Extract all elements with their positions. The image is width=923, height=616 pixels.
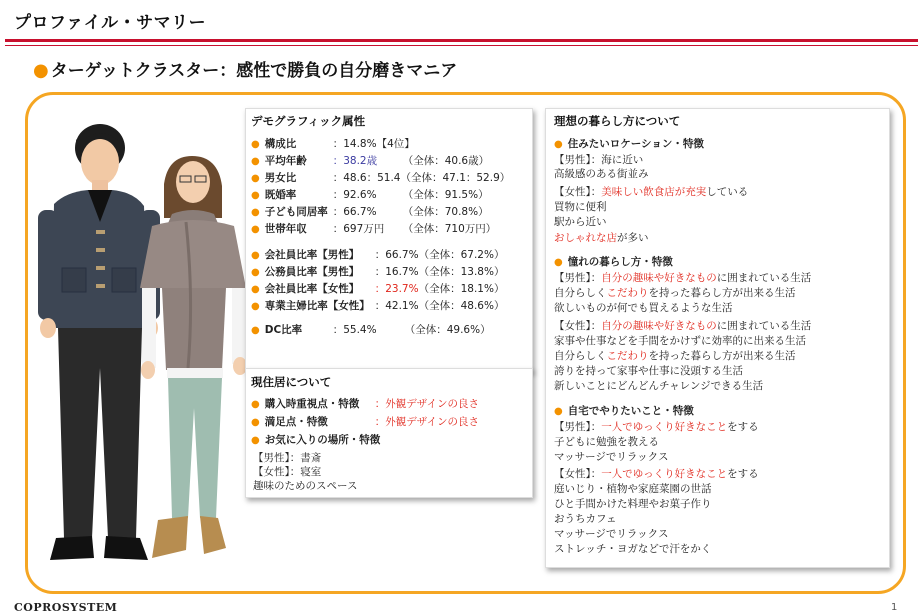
gender-prefix: 【男性】：: [554, 421, 602, 433]
residence-row: [251, 433, 380, 448]
demographic-label: 会社員比率【女性】: [264, 283, 360, 295]
demographic-row: [251, 299, 504, 314]
demographic-label: 専業主婦比率【女性】: [264, 300, 370, 312]
highlight-text: 美味しい飲食店が充実: [601, 186, 707, 198]
man-figure: [38, 124, 160, 560]
demographic-label: 男女比: [264, 172, 297, 184]
bullet-icon: ●: [251, 301, 260, 312]
lifestyle-label: 憧れの暮らし方・特徴: [567, 256, 673, 268]
demographic-row: [251, 265, 504, 280]
lifestyle-line: 欲しいものが何でも買えるような生活: [554, 302, 733, 314]
demographic-row: [251, 188, 489, 203]
location-subheading: [554, 136, 704, 151]
residence-value: ：外観デザインの良さ: [374, 416, 479, 428]
residence-label: 満足点・特徴: [264, 416, 328, 428]
demographic-label: 会社員比率【男性】: [264, 249, 360, 261]
home-subheading: [554, 403, 694, 418]
lifestyle-line: [554, 319, 811, 333]
home-line: 庭いじり・植物や家庭菜園の世話: [554, 483, 712, 495]
lifestyle-line: 新しいことにどんどんチャレンジできる生活: [554, 380, 764, 392]
home-line: [554, 420, 759, 434]
line-text: に囲まれている生活: [716, 320, 812, 332]
header-rule: [5, 39, 918, 42]
demographic-value: ：14.8%【4位】: [332, 138, 415, 150]
lifestyle-line: 誇りを持って家事や仕事に没頭する生活: [554, 365, 743, 377]
lifestyle-subheading: [554, 254, 673, 269]
ideal-heading: 理想の暮らし方について: [554, 114, 681, 128]
highlight-text: おしゃれな店: [554, 232, 617, 244]
line-text: をする: [727, 468, 759, 480]
ideal-lifestyle-panel: [545, 108, 890, 568]
demographics-heading: デモグラフィック属性: [251, 114, 366, 128]
line-text: している: [706, 186, 749, 198]
lifestyle-line: [554, 349, 796, 363]
bullet-icon: ●: [251, 267, 260, 278]
home-line: マッサージでリラックス: [554, 528, 669, 540]
demographic-value: ：16.7%（全体：13.8%）: [374, 266, 505, 278]
residence-row: [251, 397, 479, 412]
demographic-row: [251, 171, 510, 186]
bullet-icon: ●: [251, 435, 260, 446]
line-text: を持った暮らし方が出来る生活: [648, 287, 796, 299]
gender-prefix: 【女性】：: [554, 186, 602, 198]
gender-prefix: 【男性】：: [554, 154, 602, 166]
demographic-value: ：38.2歳: [332, 155, 378, 167]
demographic-row: [251, 222, 496, 237]
demographic-value: ：42.1%（全体：48.6%）: [374, 300, 505, 312]
cluster-title-text: ターゲットクラスター：感性で勝負の自分磨きマニア: [50, 61, 458, 81]
demographic-value: ：23.7%: [374, 283, 419, 295]
demographic-value: ：92.6%: [332, 189, 377, 201]
location-line: [554, 231, 649, 245]
page-number: 1: [891, 602, 898, 613]
bullet-icon: ●: [554, 257, 563, 268]
residence-label: 購入時重視点・特徴: [264, 398, 360, 410]
bullet-icon: ●: [554, 139, 563, 150]
residence-line: 趣味のためのスペース: [253, 480, 358, 492]
home-line: ストレッチ・ヨガなどで汗をかく: [554, 543, 712, 555]
highlight-text: 自分の趣味や好きなもの: [601, 320, 717, 332]
gender-prefix: 【女性】：: [554, 320, 602, 332]
home-label: 自宅でやりたいこと・特徴: [567, 405, 694, 417]
highlight-text: こだわり: [606, 287, 649, 299]
bullet-icon: ●: [251, 325, 260, 336]
demographic-label: 世帯年収: [264, 223, 307, 235]
bullet-icon: ●: [251, 156, 260, 167]
home-line: マッサージでリラックス: [554, 451, 669, 463]
demographic-value: ：697万円: [332, 223, 385, 235]
location-line: [554, 153, 643, 167]
lifestyle-line: 家事や仕事などを手間をかけずに効率的に出来る生活: [554, 335, 806, 347]
residence-value: ：外観デザインの良さ: [374, 398, 479, 410]
demographic-total: （全体：49.6%）: [404, 324, 491, 336]
demographic-total: （全体：18.1%）: [418, 283, 505, 295]
demographic-total: （全体：40.6歳）: [402, 155, 490, 167]
demographic-label: 公務員比率【男性】: [264, 266, 360, 278]
header-rule-thin: [5, 45, 918, 46]
demographic-row: [251, 248, 504, 263]
bullet-icon: ●: [251, 284, 260, 295]
bullet-icon: ●: [251, 399, 260, 410]
residence-line: 【女性】：寝室: [253, 466, 322, 478]
demographic-label: 既婚率: [264, 189, 297, 201]
line-text: を持った暮らし方が出来る生活: [648, 350, 796, 362]
location-label: 住みたいロケーション・特徴: [567, 138, 704, 150]
demographic-value: ：55.4%: [332, 324, 377, 336]
bullet-icon: ●: [554, 406, 563, 417]
bullet-icon: ●: [251, 224, 260, 235]
demographic-row: [251, 282, 504, 297]
home-line: ひと手間かけた料理やお菓子作り: [554, 498, 712, 510]
highlight-text: 自分の趣味や好きなもの: [601, 272, 717, 284]
line-text: をする: [727, 421, 759, 433]
bullet-icon: ●: [251, 173, 260, 184]
home-line: [554, 467, 759, 481]
demographic-row: [251, 137, 415, 152]
bullet-icon: ●: [251, 139, 260, 150]
company-logo: COPROSYSTEM: [14, 601, 118, 614]
page-title: プロファイル・サマリー: [14, 13, 207, 33]
demographic-value: ：48.6：51.4（全体：47.1：52.9）: [332, 172, 511, 184]
bullet-icon: ●: [251, 250, 260, 261]
line-text: に囲まれている生活: [716, 272, 812, 284]
demographic-value: ：66.7%: [332, 206, 377, 218]
gender-prefix: 【女性】：: [554, 468, 602, 480]
demographic-row: [251, 323, 491, 338]
demographics-panel: [245, 108, 533, 372]
line-text: が多い: [617, 232, 649, 244]
lifestyle-line: [554, 271, 811, 285]
bullet-icon: ●: [251, 190, 260, 201]
line-text: 自分らしく: [554, 350, 607, 362]
home-line: 子どもに勉強を教える: [554, 436, 659, 448]
residence-row: [251, 415, 479, 430]
demographic-row: [251, 154, 489, 169]
bullet-icon: ●: [251, 207, 260, 218]
bullet-icon: ●: [33, 60, 49, 81]
demographic-label: 構成比: [264, 138, 297, 150]
lifestyle-line: [554, 286, 796, 300]
demographic-label: 平均年齢: [264, 155, 307, 167]
gender-prefix: 【男性】：: [554, 272, 602, 284]
bullet-icon: ●: [251, 417, 260, 428]
location-line: 買物に便利: [554, 201, 607, 213]
line-text: 自分らしく: [554, 287, 607, 299]
location-line: 駅から近い: [554, 216, 607, 228]
demographic-total: （全体：710万円）: [402, 223, 497, 235]
residence-line: 【男性】：書斎: [253, 452, 322, 464]
demographic-total: （全体：70.8%）: [402, 206, 489, 218]
demographic-label: 子ども同居率: [264, 206, 328, 218]
cluster-title: [33, 56, 457, 81]
home-line: おうちカフェ: [554, 513, 617, 525]
residence-label: お気に入りの場所・特徴: [264, 434, 381, 446]
residence-panel: [245, 368, 533, 498]
residence-heading: 現住居について: [251, 375, 332, 389]
location-line: [554, 185, 748, 199]
highlight-text: 一人でゆっくり好きなこと: [601, 421, 728, 433]
demographic-value: ：66.7%（全体：67.2%）: [374, 249, 505, 261]
demographic-total: （全体：91.5%）: [402, 189, 489, 201]
line-text: 海に近い: [601, 154, 644, 166]
demographic-label: DC比率: [264, 324, 303, 336]
highlight-text: こだわり: [606, 350, 649, 362]
demographic-row: [251, 205, 489, 220]
highlight-text: 一人でゆっくり好きなこと: [601, 468, 728, 480]
location-line: 高級感のある街並み: [554, 168, 649, 180]
couple-illustration: [36, 118, 258, 576]
